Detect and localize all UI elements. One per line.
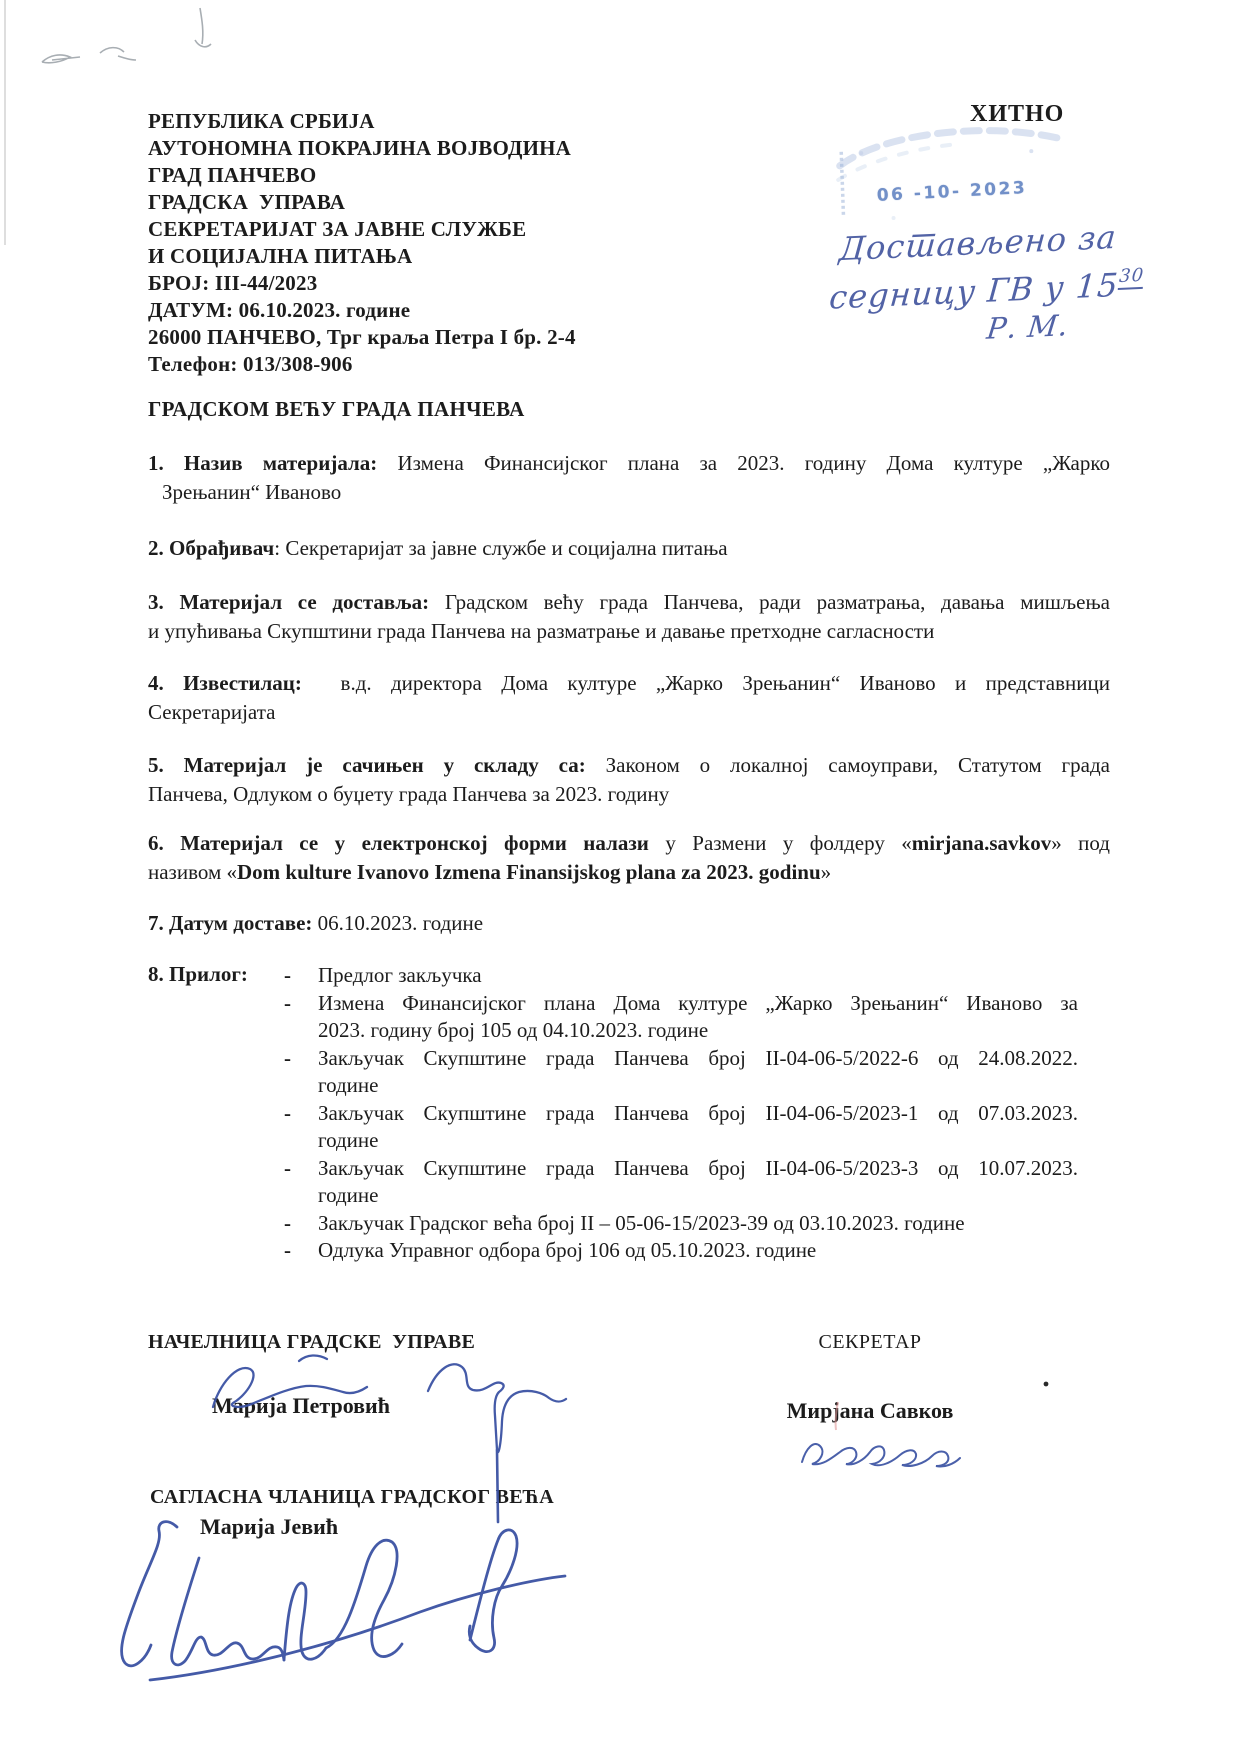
letterhead	[148, 108, 576, 378]
stamp-date-text: 06 -10- 2023	[876, 178, 1028, 206]
item-label: 2. Обрађивач	[148, 536, 275, 560]
item-text: Законом о локалној самоуправи, Статутом града	[585, 753, 1110, 777]
item-obradjivac	[148, 534, 1110, 563]
attachment-list	[284, 962, 1108, 1265]
attachment-text: Измена Финансијског плана Дома културе „Жарко Зрењанин“ Иваново за	[318, 990, 1078, 1015]
addressee-title: ГРАДСКОМ ВЕЋУ ГРАДА ПАНЧЕВА	[148, 397, 525, 421]
attachment-item	[284, 1100, 1108, 1155]
handwritten-initials: Р. М.	[984, 308, 1071, 346]
letterhead-line: СЕКРЕТАРИЈАТ ЗА ЈАВНЕ СЛУЖБЕ	[148, 217, 527, 241]
handwritten-note	[812, 217, 1147, 353]
attachment-item	[284, 1045, 1108, 1100]
scan-marks	[42, 8, 211, 63]
item-label: 1. Назив материјала:	[148, 451, 378, 475]
attachment-text: Закључак Скупштине града Панчева број II-04-06-5/2023-3 од 10.07.2023.	[318, 1155, 1078, 1180]
file-name: Dom kulture Ivanovo Izmena Finansijskog plana za 2023. godinu	[237, 860, 821, 884]
secretary-title: СЕКРЕТАР	[818, 1331, 922, 1353]
item-text: : Секретаријат за јавне службе и социјална питања	[274, 536, 728, 560]
item-text: Градском већу града Панчева, ради разматрања, давања мишљења	[429, 590, 1110, 614]
document-date: ДАТУМ: 06.10.2023. године	[148, 298, 411, 322]
ink-dot-artifact	[1044, 1382, 1049, 1387]
item-label: 5. Материјал је сачињен у складу са:	[148, 753, 586, 777]
dash-marker: -	[284, 1100, 291, 1125]
item-text: в.д. директора Дома културе „Жарко Зрењанин“ Иваново и представници	[301, 671, 1110, 695]
dash-marker: -	[284, 1155, 291, 1180]
secretary-block	[750, 1331, 990, 1424]
item-datum-dostave	[148, 909, 1110, 938]
date-stamp	[830, 112, 1072, 232]
consenting-member-title: САГЛАСНА ЧЛАНИЦА ГРАДСКОГ ВЕЋА	[150, 1486, 554, 1508]
handwritten-note-text: седницу ГВ у 15	[827, 265, 1121, 317]
dash-marker: -	[284, 963, 291, 987]
attachment-text: године	[318, 1128, 379, 1152]
item-text: Зрењанин“ Иваново	[162, 480, 342, 504]
signature-savkov	[802, 1444, 960, 1467]
letterhead-line: АУТОНОМНА ПОКРАЈИНА ВОЈВОДИНА	[148, 136, 572, 160]
item-text: Секретаријата	[148, 700, 276, 724]
item-text: » под	[1051, 831, 1110, 855]
attachment-text: Закључак Скупштине града Панчева број II-04-06-5/2023-1 од 07.03.2023.	[318, 1100, 1078, 1125]
item-text: и упућивања Скупштини града Панчева на разматрање и давање претходне сагласности	[148, 619, 935, 643]
item-materijal-u-skladu-sa	[148, 751, 1110, 809]
attachment-item	[284, 962, 1108, 990]
letterhead-address: 26000 ПАНЧЕВО, Трг краља Петра I бр. 2-4	[148, 325, 576, 349]
attachment-text: Предлог закључка	[318, 963, 482, 987]
secretary-name: Мирјана Савков	[786, 1398, 954, 1423]
item-label: 7. Датум доставе:	[148, 911, 313, 935]
urgent-label: ХИТНО	[970, 101, 1065, 127]
dash-marker: -	[284, 1045, 291, 1070]
item-text: 06.10.2023. године	[312, 911, 484, 935]
item-materijal-se-dostavlja	[148, 588, 1110, 646]
dash-marker: -	[284, 1238, 291, 1262]
item-naziv-materijala	[148, 449, 1110, 507]
attachment-item	[284, 1237, 1108, 1265]
item-label: 3. Материјал се доставља:	[148, 590, 430, 614]
handwritten-note-line: Достављено за	[837, 217, 1119, 269]
consenting-member-name: Марија Јевић	[200, 1514, 339, 1539]
item-text: у Размени у фолдеру «	[648, 831, 912, 855]
handwritten-superscript: 30	[1118, 265, 1145, 290]
item-text: називом «	[148, 860, 238, 884]
attachment-text: 2023. годину број 105 од 04.10.2023. године	[318, 1018, 709, 1042]
item-prilog-label: 8. Прилог:	[148, 962, 248, 986]
stamp-smudge	[830, 112, 1072, 232]
attachment-item	[284, 1210, 1108, 1238]
chief-title: НАЧЕЛНИЦА ГРАДСКЕ УПРАВЕ	[148, 1331, 476, 1353]
item-label: 4. Известилац:	[148, 671, 302, 695]
item-elektronska-forma	[148, 829, 1110, 887]
attachment-text: Закључак Градског већа број II – 05-06-15/2023-39 од 03.10.2023. године	[318, 1210, 965, 1235]
signature-jevic	[122, 1522, 565, 1680]
attachment-item	[284, 1155, 1108, 1210]
document-number: БРОЈ: III-44/2023	[148, 271, 318, 295]
attachment-item	[284, 990, 1108, 1045]
letterhead-phone: Телефон: 013/308-906	[148, 352, 353, 376]
letterhead-line: РЕПУБЛИКА СРБИЈА	[148, 109, 375, 133]
item-izvestilac	[148, 669, 1110, 727]
item-label: 6. Материјал се у електронској форми налази	[148, 831, 649, 855]
attachment-text: Закључак Скупштине града Панчева број II-04-06-5/2022-6 од 24.08.2022.	[318, 1045, 1078, 1070]
attachment-text: године	[318, 1073, 379, 1097]
dash-marker: -	[284, 1210, 291, 1235]
letterhead-line: ГРАД ПАНЧЕВО	[148, 163, 317, 187]
item-text: »	[820, 860, 832, 884]
item-text: Измена Финансијског плана за 2023. годину Дома културе „Жарко	[377, 451, 1110, 475]
chief-name: Марија Петровић	[212, 1393, 390, 1418]
item-text: Панчева, Одлуком о буџету града Панчева за 2023. годину	[148, 782, 670, 806]
attachment-text: године	[318, 1183, 379, 1207]
letterhead-line: ГРАДСКА УПРАВА	[148, 190, 346, 214]
letterhead-line: И СОЦИЈАЛНА ПИТАЊА	[148, 244, 413, 268]
folder-name: mirjana.savkov	[911, 831, 1052, 855]
dash-marker: -	[284, 990, 291, 1015]
attachment-text: Одлука Управног одбора број 106 од 05.10.2023. године	[318, 1238, 817, 1262]
